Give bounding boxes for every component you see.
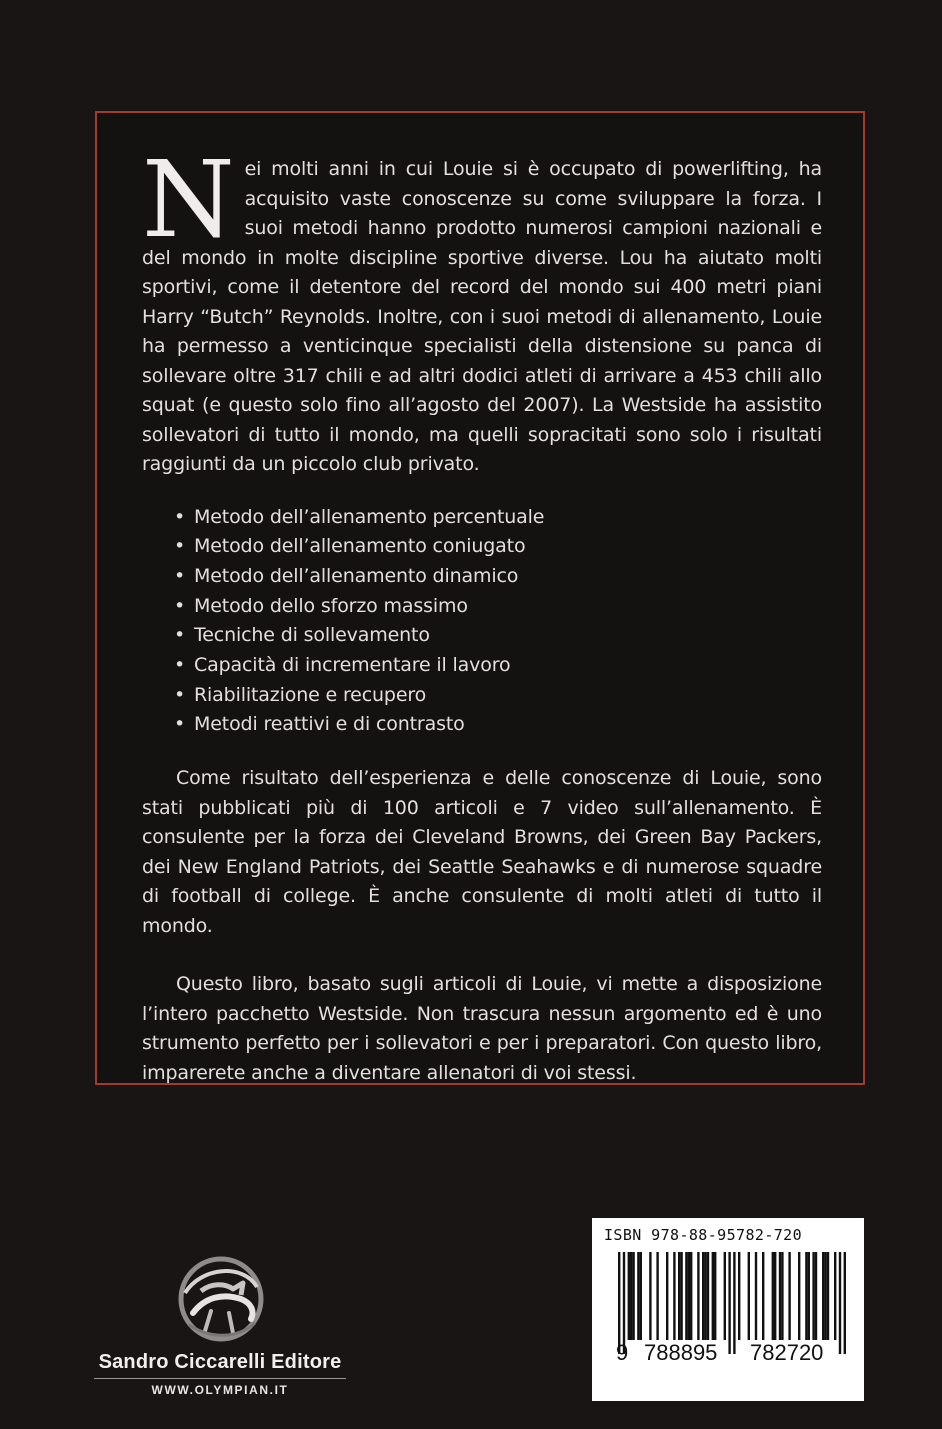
barcode-bar [774,1252,776,1340]
intro-paragraph [142,138,822,480]
list-item: • Metodi reattivi e di contrasto [174,710,822,740]
barcode-bar [712,1252,714,1340]
barcode-bar [632,1252,634,1340]
barcode-bar [748,1252,750,1340]
barcode-bar [815,1252,817,1340]
barcode-bar [630,1252,632,1340]
publisher-divider [94,1378,346,1379]
barcode-bar [762,1252,764,1340]
barcode-bar [628,1252,630,1340]
barcode-bar [779,1252,781,1340]
barcode-bar [733,1252,735,1354]
barcode-bar [755,1252,757,1340]
barcode-bar [788,1252,790,1340]
barcode-bar [623,1252,625,1354]
barcode-bar [724,1252,726,1340]
isbn-label: ISBN 978-88-95782-720 [604,1226,803,1244]
paragraph-gap [142,941,822,970]
barcode-bar [673,1252,675,1340]
barcode-bar [707,1252,709,1340]
barcode-bar [688,1252,690,1340]
barcode-digits-right: 782720 [750,1340,824,1365]
barcode-bar [618,1252,620,1354]
list-item: • Metodo dello sforzo massimo [174,592,822,622]
barcode-digits-left: 788895 [644,1340,718,1365]
experience-paragraph: Come risultato dell’esperienza e delle conoscenze di Louie, sono stati pubblicati più di 100 articoli e 7 video sull’allenamento. È consulente per la forza dei Cleveland Browns, dei Green Bay Packers, dei New England Patriots, dei Seattle Seahawks e di numerose squadre di football di college. È anche consulente di molti atleti di tutto il mondo. [142,767,822,937]
barcode-bar [827,1252,829,1340]
barcode-bar [714,1252,716,1340]
barcode-bar [704,1252,706,1340]
list-item: • Tecniche di sollevamento [174,621,822,651]
barcode-bar [805,1252,807,1340]
list-item: • Metodo dell’allenamento percentuale [174,503,822,533]
barcode-bar [685,1252,687,1340]
back-cover-text [142,138,822,1088]
list-item: • Riabilitazione e recupero [174,681,822,711]
barcode-panel [592,1218,864,1401]
barcode-bar [702,1252,704,1340]
barcode-bar [738,1252,740,1340]
barcode-bar [640,1252,642,1340]
publisher-website: WWW.OLYMPIAN.IT [151,1383,289,1397]
barcode-bar [844,1252,846,1354]
barcode-bar [798,1252,800,1340]
barcode-icon [592,1218,864,1401]
horse-logo-icon [171,1253,271,1345]
list-item: • Metodo dell’allenamento dinamico [174,562,822,592]
barcode-bar [666,1252,668,1340]
list-item: • Metodo dell’allenamento coniugato [174,532,822,562]
intro-text: ei molti anni in cui Louie si è occupato di powerlifting, ha acquisito vaste conoscenze su come sviluppare la forza. I suoi metodi hanno prodotto numerosi campioni nazionali e del mondo in molte discipline sportive diverse. Lou ha aiutato molti sportivi, come il detentore del record del mondo sui 400 metri piani Harry “Butch” Reynolds. Inoltre, con i suoi metodi di allenamento, Louie ha permesso a venticinque specialisti della distensione su panca di sollevare oltre 317 chili e ad altri dodici atleti di arrivare a 453 chili allo squat (e questo solo fino all’agosto del 2007). La Westside ha assistito sollevatori di tutto il mondo, ma quelli sopracitati sono solo i risultati raggiunti da un piccolo club privato. [142,158,822,475]
drop-cap: N [142,138,235,261]
methods-list [174,503,822,741]
barcode-bar [680,1252,682,1340]
barcode-bar [824,1252,826,1340]
barcode-bar [678,1252,680,1340]
barcode-bar [834,1252,836,1340]
barcode-bar [728,1252,730,1354]
barcode-bar [656,1252,658,1340]
publisher-name: Sandro Ciccarelli Editore [98,1351,342,1373]
barcode-bar [690,1252,692,1340]
barcode-bar [822,1252,824,1340]
publisher-logo [80,1245,360,1405]
barcode-bar [808,1252,810,1340]
barcode-digit-first: 9 [616,1340,629,1365]
barcode-bar [649,1252,651,1340]
barcode-bar [781,1252,783,1340]
barcode-bar [697,1252,699,1340]
barcode-bar [812,1252,814,1340]
list-item: • Capacità di incrementare il lavoro [174,651,822,681]
barcode-bar [637,1252,639,1340]
book-paragraph: Questo libro, basato sugli articoli di Louie, vi mette a disposizione l’intero pacchetto Westside. Non trascura nessun argomento ed è uno strumento perfetto per i sollevatori e per i preparatori. Con questo libro, imparerete anche a diventare allenatori di voi stessi. [142,973,822,1084]
barcode-bar [772,1252,774,1340]
barcode-bar [839,1252,841,1354]
